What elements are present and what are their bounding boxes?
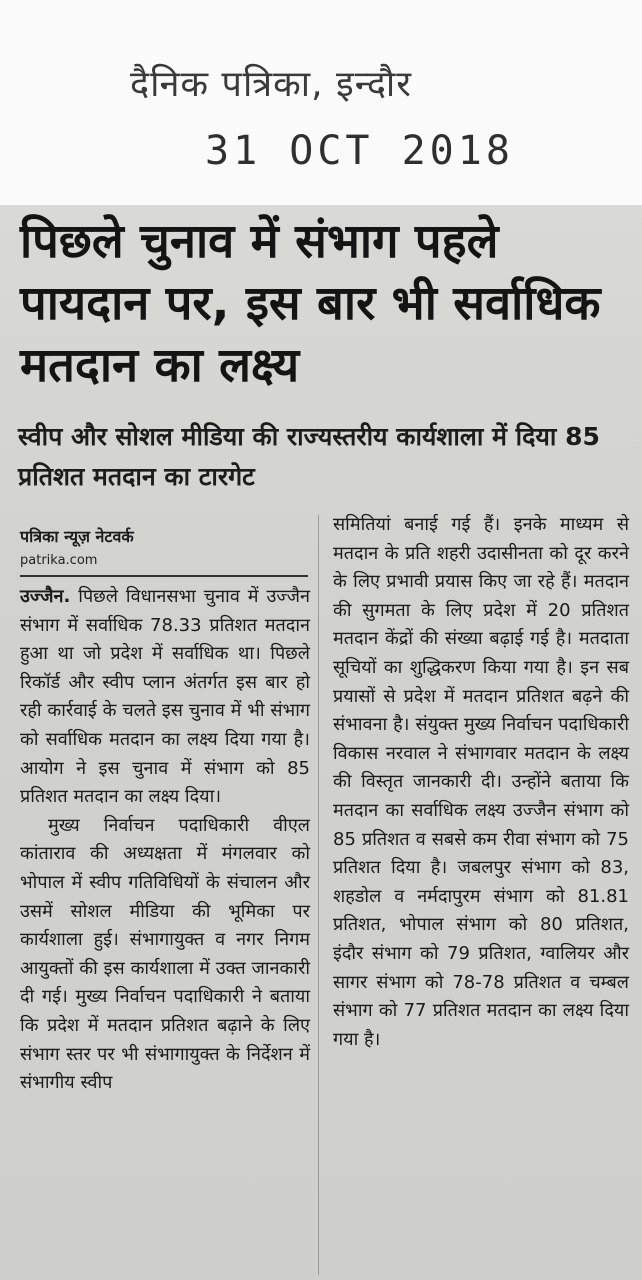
site-name: patrika.com (20, 553, 98, 568)
stamp-date: 31 OCT 2018 (205, 128, 514, 174)
stamp-publication: दैनिक पत्रिका, इन्दौर (130, 64, 412, 105)
paragraph-2: मुख्य निर्वाचन पदाधिकारी वीएल कांताराव की अध्यक्षता में मंगलवार को भोपाल में स्वीप गतिविधियों के संचालन और उसमें सोशल मीडिया की भूमिका पर कार्यशाला हुई। संभागायुक्त व नगर निगम आयुक्तों की इस कार्यशाला में उक्त जानकारी दी गई। मुख्य निर्वाचन पदाधिकारी ने बताया कि प्रदेश में मतदान प्रतिशत बढ़ाने के लिए संभाग स्तर पर भी संभागायुक्त के निर्देशन में संभागीय स्वीप (20, 814, 310, 1094)
headline: पिछले चुनाव में संभाग पहले पायदान पर, इस बार भी सर्वाधिक मतदान का लक्ष्य (20, 214, 601, 393)
news-clipping (0, 205, 642, 1280)
dateline: उज्जैन. (20, 586, 71, 607)
paragraph-3: समितियां बनाई गई हैं। इनके माध्यम से मतदान के प्रति शहरी उदासीनता को दूर करने के लिए प्रभावी प्रयास किए जा रहे हैं। मतदान की सुगमता के लिए प्रदेश में 20 प्रतिशत मतदान केंद्रों की संख्या बढ़ाई गई है। मतदाता सूचियों का शुद्धिकरण किया गया है। इन सब प्रयासों से प्रदेश में मतदान प्रतिशत बढ़ने की संभावना है। संयुक्त मुख्य निर्वाचन पदाधिकारी विकास नरवाल ने संभागवार मतदान के लक्ष्य की विस्तृत जानकारी दी। उन्होंने बताया कि मतदान का सर्वाधिक लक्ष्य उज्जैन संभाग को 85 प्रतिशत व सबसे कम रीवा संभाग को 75 प्रतिशत दिया है। जबलपुर संभाग को 83, शहडोल व नर्मदापुरम संभाग को 81.81 प्रतिशत, भोपाल संभाग को 80 प्रतिशत, इंदौर संभाग को 79 प्रतिशत, ग्वालियर और सागर संभाग को 78-78 प्रतिशत व चम्बल संभाग को 77 प्रतिशत मतदान का लक्ष्य दिया गया है। (333, 514, 629, 1050)
paragraph-1-text: पिछले विधानसभा चुनाव में उज्जैन संभाग में सर्वाधिक 78.33 प्रतिशत मतदान हुआ था जो प्रदेश में सर्वाधिक था। पिछले रिकॉर्ड और स्वीप प्लान अंतर्गत इस बार हो रही कार्रवाई के चलते इस चुनाव में भी संभाग को सर्वाधिक मतदान का लक्ष्य दिया गया है। आयोग ने इस चुनाव में संभाग को 85 प्रतिशत मतदान का लक्ष्य दिया। (20, 586, 310, 808)
byline-rule (20, 575, 308, 577)
date-stamp (0, 0, 642, 205)
column-right (333, 511, 629, 1054)
column-divider (318, 515, 319, 1275)
column-left (20, 583, 310, 1098)
subheadline: स्वीप और सोशल मीडिया की राज्यस्तरीय कार्यशाला में दिया 85 प्रतिशत मतदान का टारगेट (18, 422, 600, 491)
byline: पत्रिका न्यूज़ नेटवर्क (20, 527, 134, 546)
paragraph-1 (20, 583, 310, 812)
